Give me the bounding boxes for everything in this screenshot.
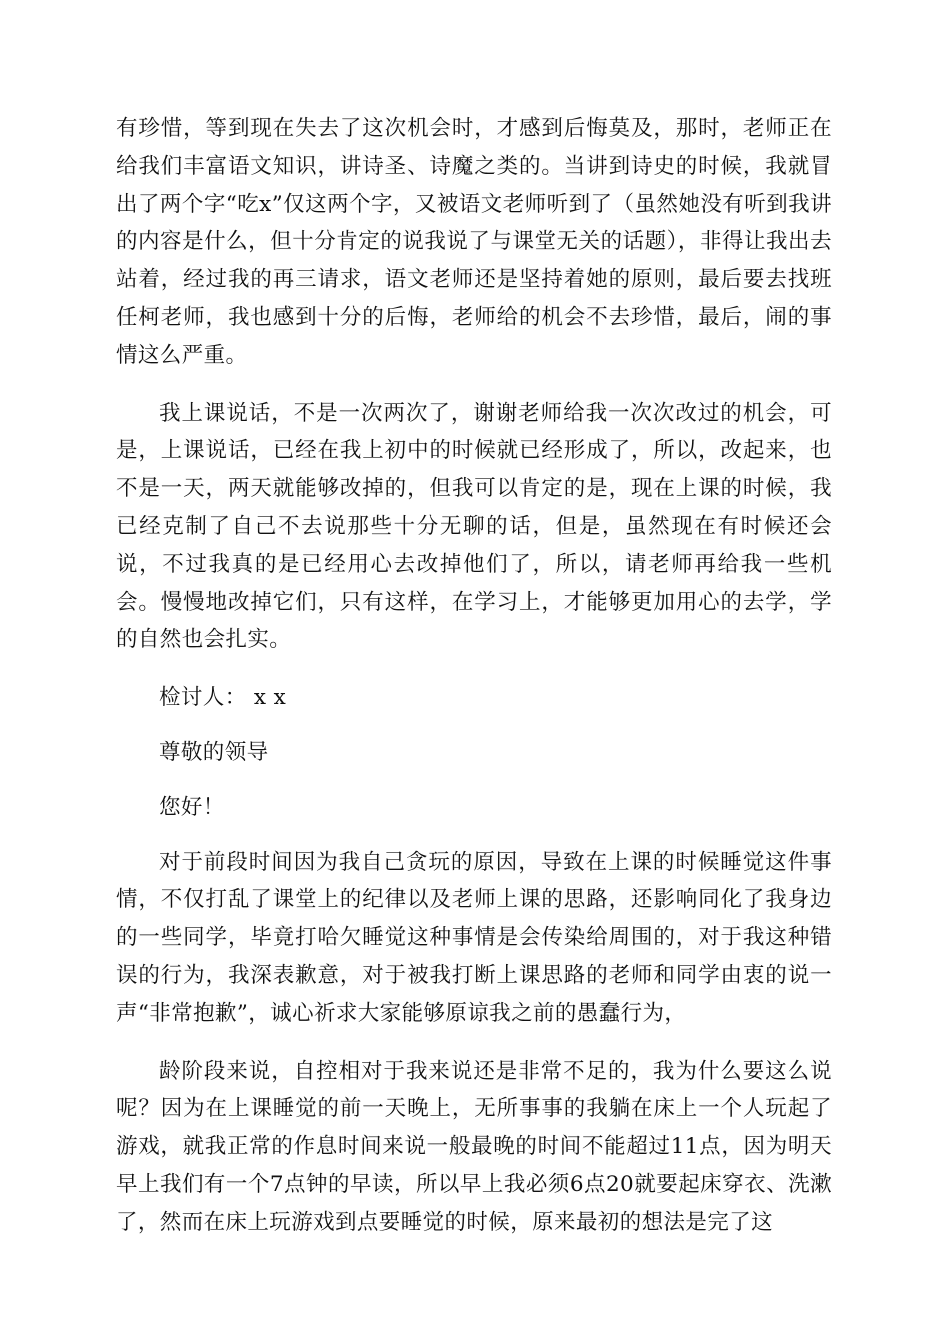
signature-line: 检讨人： x x — [159, 685, 287, 711]
greeting: 您好！ — [159, 794, 225, 820]
paragraph-self-control: 龄阶段来说，自控相对于我来说还是非常不足的，我为什么要这么说呢？因为在上课睡觉的前一天晚上，无所事事的我躺在床上一个人玩起了游戏，就我正常的作息时间来说一般最晚的时间不能超过11点，因为明天早上我们有一个7点钟的早读，所以早上我必须6点20就要起床穿衣、洗漱了，然而在床上玩游戏到点要睡觉的时候，原来最初的想法是完了这 — [116, 1058, 832, 1235]
document-page — [116, 110, 832, 1262]
paragraph-talking-in-class: 我上课说话，不是一次两次了，谢谢老师给我一次次改过的机会，可是，上课说话，已经在我上初中的时候就已经形成了，所以，改起来，也不是一天，两天就能够改掉的，但我可以肯定的是，现在上课的时候，我已经克制了自己不去说那些十分无聊的话，但是，虽然现在有时候还会说，不过我真的是已经用心去改掉他们了，所以，请老师再给我一些机会。慢慢地改掉它们，只有这样，在学习上，才能够更加用心的去学，学的自然也会扎实。 — [116, 400, 832, 653]
salutation: 尊敬的领导 — [159, 739, 269, 765]
paragraph-sleeping-in-class: 对于前段时间因为我自己贪玩的原因，导致在上课的时候睡觉这件事情，不仅打乱了课堂上的纪律以及老师上课的思路，还影响同化了我身边的一些同学，毕竟打哈欠睡觉这种事情是会传染给周围的，对于我这种错误的行为，我深表歉意，对于被我打断上课思路的老师和同学由衷的说一声“非常抱歉”，诚心祈求大家能够原谅我之前的愚蠢行为， — [116, 849, 832, 1026]
paragraph-regret: 有珍惜，等到现在失去了这次机会时，才感到后悔莫及，那时，老师正在给我们丰富语文知识，讲诗圣、诗魔之类的。当讲到诗史的时候，我就冒出了两个字“吃x”仅这两个字，又被语文老师听到了（虽然她没有听到我讲的内容是什么，但十分肯定的说我说了与课堂无关的话题），非得让我出去站着，经过我的再三请求，语文老师还是坚持着她的原则，最后要去找班任柯老师，我也感到十分的后悔，老师给的机会不去珍惜，最后，闹的事情这么严重。 — [116, 116, 832, 368]
